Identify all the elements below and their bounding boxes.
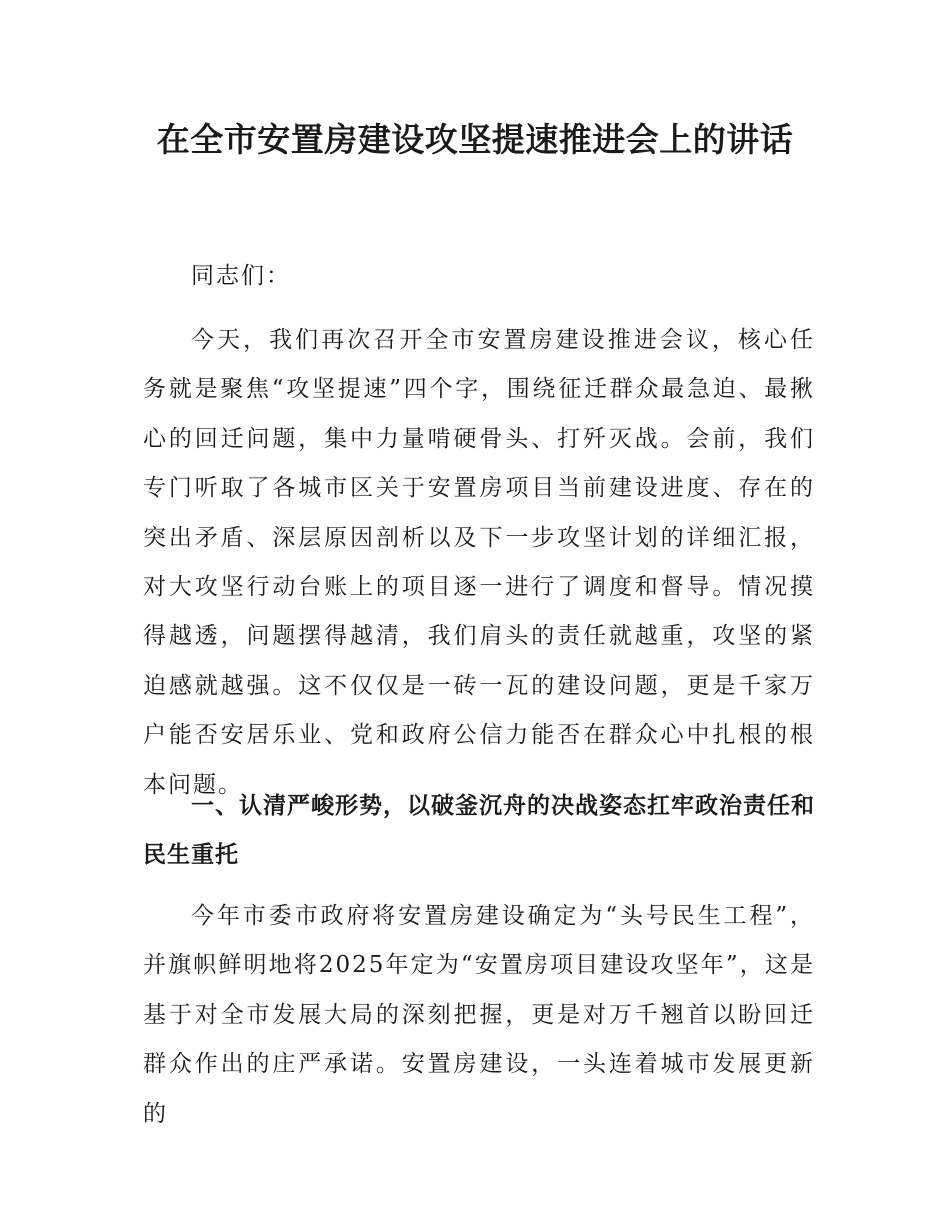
greeting: 同志们：	[191, 263, 291, 289]
paragraph-section-1: 今年市委市政府将安置房建设确定为“头号民生工程”，并旗帜鲜明地将2025年定为“安置房项目建设攻坚年”，这是基于对全市发展大局的深刻把握，更是对万千翘首以盼回迁群众作出的庄严承诺。安置房建设，一头连着城市发展更新的	[143, 903, 815, 1127]
section-heading-1: 一、认清严峻形势，以破釜沉舟的决战姿态扛牢政治责任和民生重托	[143, 793, 815, 869]
paragraph-intro: 今天，我们再次召开全市安置房建设推进会议，核心任务就是聚焦“攻坚提速”四个字，围绕征迁群众最急迫、最揪心的回迁问题，集中力量啃硬骨头、打歼灭战。会前，我们专门听取了各城市区关于安置房项目当前建设进度、存在的突出矛盾、深层原因剖析以及下一步攻坚计划的详细汇报，对大攻坚行动台账上的项目逐一进行了调度和督导。情况摸得越透，问题摆得越清，我们肩头的责任就越重，攻坚的紧迫感就越强。这不仅仅是一砖一瓦的建设问题，更是千家万户能否安居乐业、党和政府公信力能否在群众心中扎根的根本问题。	[143, 327, 815, 798]
document-title: 在全市安置房建设攻坚提速推进会上的讲话	[156, 120, 794, 159]
